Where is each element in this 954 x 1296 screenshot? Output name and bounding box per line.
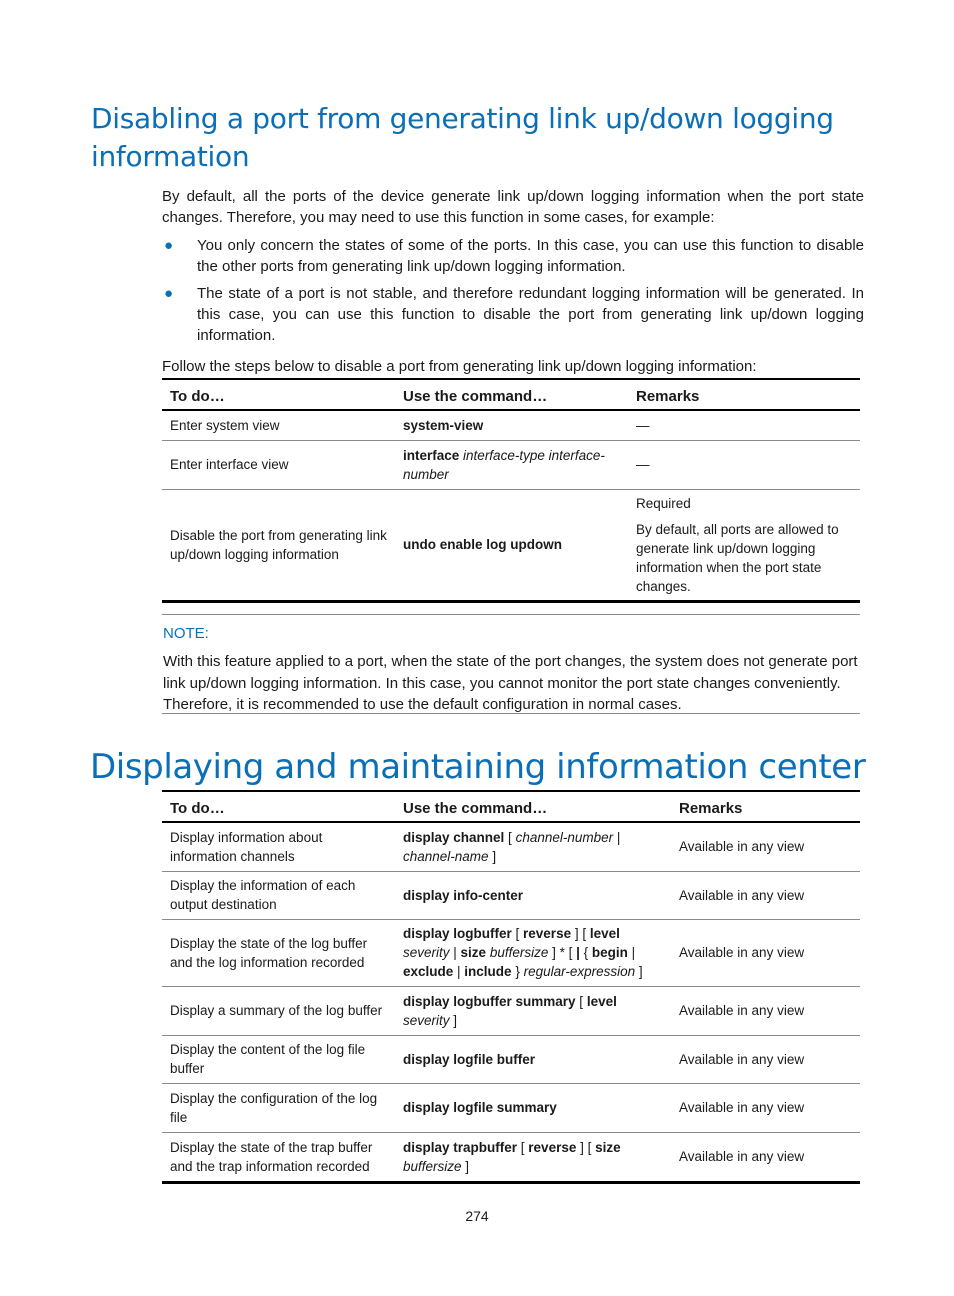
list-item: ● The state of a port is not stable, and therefore redundant logging information will be generated. In this case, you can use this function to disable the port from generating link up/down logging information.	[164, 285, 864, 344]
section-heading-display-maintain: Displaying and maintaining information center	[90, 747, 866, 787]
command-cell: display info-center	[395, 871, 671, 919]
column-header-remarks: Remarks	[636, 387, 700, 405]
note-text: With this feature applied to a port, when the state of the port changes, the system does not generate port link up/down logging information. In this case, you cannot monitor the port state changes conveniently. Therefore, it is recommended to use the default configuration in normal cases.	[163, 653, 858, 713]
table-row	[162, 919, 860, 986]
command-cell: display logfile buffer	[395, 1035, 671, 1083]
command-cell: undo enable log updown	[395, 489, 628, 601]
todo-cell: Display a summary of the log buffer	[162, 986, 395, 1035]
command-cell: display logbuffer summary [ level severity ]	[395, 986, 671, 1035]
remarks-cell	[628, 489, 860, 601]
note-box	[162, 614, 860, 714]
config-table	[162, 378, 860, 603]
bullet-icon: ●	[164, 237, 174, 254]
remarks-required: Required	[636, 495, 691, 511]
column-header-todo: To do…	[170, 799, 225, 817]
todo-cell: Display the information of each output destination	[162, 871, 395, 919]
column-header-command: Use the command…	[403, 387, 548, 405]
todo-cell: Enter interface view	[162, 440, 395, 489]
todo-cell: Display information about information channels	[162, 822, 395, 871]
table-row	[162, 986, 860, 1035]
page-number: 274	[465, 1208, 489, 1224]
remarks-cell: Available in any view	[671, 1132, 860, 1182]
table-header-row	[162, 379, 860, 410]
table-row	[162, 822, 860, 871]
remarks-cell: Available in any view	[671, 986, 860, 1035]
remarks-cell: Available in any view	[671, 919, 860, 986]
table-row	[162, 440, 860, 489]
todo-cell: Display the state of the trap buffer and the trap information recorded	[162, 1132, 395, 1182]
command-cell: interface interface-type interface-number	[395, 440, 628, 489]
table-row	[162, 489, 860, 601]
table-row	[162, 1132, 860, 1182]
remarks-cell: —	[628, 440, 860, 489]
column-header-todo: To do…	[170, 387, 225, 405]
table-row	[162, 1035, 860, 1083]
table-row	[162, 410, 860, 440]
remarks-cell: Available in any view	[671, 1035, 860, 1083]
command-cell: display logfile summary	[395, 1083, 671, 1132]
command-cell: display logbuffer [ reverse ] [ level severity | size buffersize ] * [ | { begin | exclude | include } regular-expression ]	[395, 919, 671, 986]
todo-cell: Display the state of the log buffer and the log information recorded	[162, 919, 395, 986]
todo-cell: Enter system view	[162, 410, 395, 440]
bullet-icon: ●	[164, 285, 174, 302]
remarks-cell: Available in any view	[671, 822, 860, 871]
command-cell: display trapbuffer [ reverse ] [ size buffersize ]	[395, 1132, 671, 1182]
table-row	[162, 1083, 860, 1132]
note-label: NOTE:	[163, 625, 209, 642]
section-heading-disable-link-logging: Disabling a port from generating link up/down logging information	[91, 102, 834, 173]
remarks-cell: Available in any view	[671, 871, 860, 919]
remarks-default: By default, all ports are allowed to generate link up/down logging information when the port state changes.	[636, 521, 839, 594]
steps-intro: Follow the steps below to disable a port from generating link up/down logging information:	[162, 358, 757, 375]
intro-paragraph: By default, all the ports of the device generate link up/down logging information when the port state changes. Therefore, you may need to use this function in some cases, for example:	[162, 188, 864, 226]
table-row	[162, 871, 860, 919]
command-cell: display channel [ channel-number | channel-name ]	[395, 822, 671, 871]
command-cell: system-view	[395, 410, 628, 440]
todo-cell: Disable the port from generating link up/down logging information	[162, 489, 395, 601]
table-header-row	[162, 791, 860, 822]
remarks-cell: Available in any view	[671, 1083, 860, 1132]
display-commands-table	[162, 790, 860, 1184]
remarks-cell: —	[628, 410, 860, 440]
column-header-remarks: Remarks	[679, 799, 743, 817]
list-item: ● You only concern the states of some of the ports. In this case, you can use this function to disable the other ports from generating link up/down logging information.	[164, 237, 864, 275]
todo-cell: Display the content of the log file buffer	[162, 1035, 395, 1083]
column-header-command: Use the command…	[403, 799, 548, 817]
todo-cell: Display the configuration of the log file	[162, 1083, 395, 1132]
example-list	[162, 235, 864, 352]
